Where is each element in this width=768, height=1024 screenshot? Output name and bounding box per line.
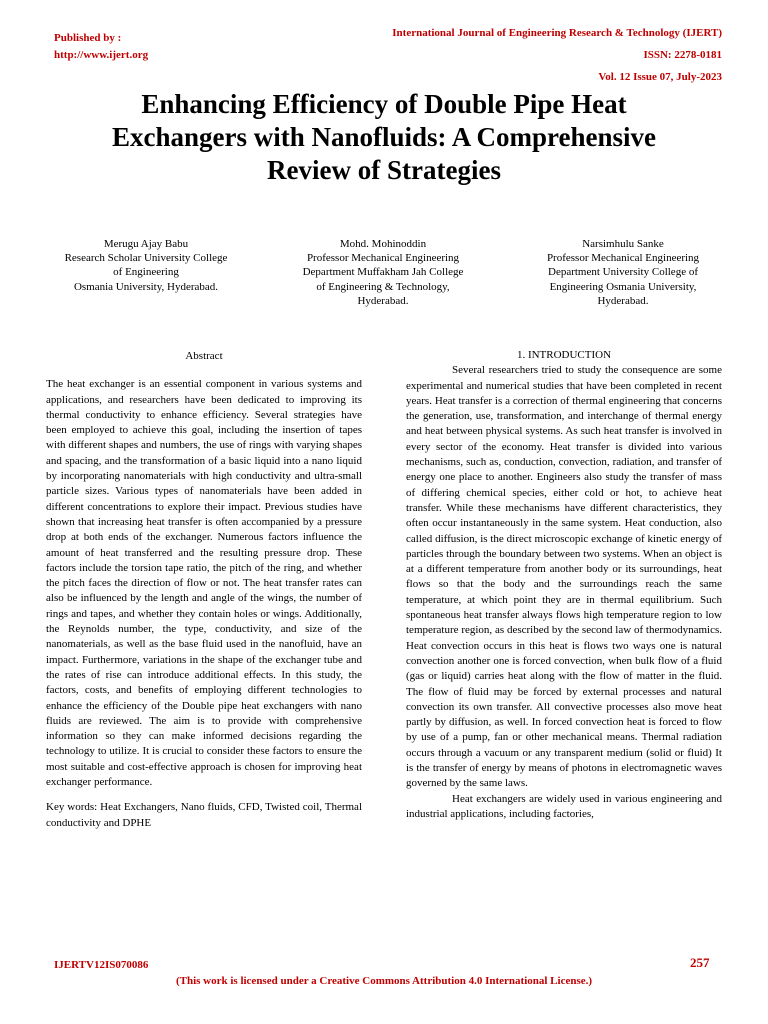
published-by-label: Published by : — [54, 32, 122, 44]
author-3 — [508, 237, 738, 308]
abstract-body: The heat exchanger is an essential component in various systems and applications, and researchers have been dedicated to improving its thermal conductivity to enhance efficiency. Several strategies have been employed to achieve this goal, including the insertion of tapes with different shapes and numbers, the use of rings with varying shapes and spacing, and the transformation of a basic liquid into a nano liquid by incorporating nanomaterials with high conductivity and ultra-small particle sizes. Various types of nanomaterials have been added in different concentrations to explore their impact. Previous studies have shown that increasing heat transfer is often accompanied by a pressure drop at both ends of the exchanger. Numerous factors influence the amount of heat transferred and the resulting pressure drop. These factors include the torsion tape ratio, the pitch of the ring, and whether the pitch faces the direction of flow or not. The heat transfer rates can also be influenced by the length and angle of the wings, the number of rings and tapes, and whether they contain holes or wings. Additionally, the Reynolds number, the type, conductivity, and size of the nanomaterials, as well as the base fluid used in the nanofluid, have an impact. Furthermore, variations in the shape of the exchanger tube and the rates of rise can introduce additional effects. In this study, the factors, costs, and benefits of employing different technologies to enhance the efficiency of the Double pipe heat exchangers with nano fluids are reviewed. The aim is to provide with comprehensive information so they can make informed decisions regarding the technology to utilize. It is crucial to consider these factors to ensure the most suitable and cost-effective approach is chosen for improving heat exchanger performance. — [46, 378, 362, 789]
title-line-3: Review of Strategies — [267, 155, 501, 185]
author-affiliation-line: Research Scholar University College — [64, 252, 228, 265]
author-affiliation-line: Department Muffakham Jah College — [302, 266, 464, 279]
title-line-2: Exchangers with Nanofluids: A Comprehensive — [111, 122, 657, 152]
introduction-paragraph-2: Heat exchangers are widely used in various engineering and industrial applications, including factories, — [406, 792, 722, 820]
keywords: Key words: Heat Exchangers, Nano fluids, CFD, Twisted coil, Thermal conductivity and DPHE — [46, 801, 362, 829]
author-affiliation-line: Professor Mechanical Engineering — [306, 252, 460, 265]
author-affiliation-line: Professor Mechanical Engineering — [546, 252, 700, 265]
author-affiliation-line: Engineering Osmania University, — [549, 280, 697, 293]
journal-info — [300, 22, 722, 88]
journal-name: International Journal of Engineering Research & Technology (IJERT) — [392, 27, 722, 39]
publisher-block — [54, 30, 148, 64]
abstract-heading: Abstract — [185, 350, 223, 362]
author-2 — [268, 237, 498, 308]
introduction-heading: 1. INTRODUCTION — [516, 349, 612, 361]
author-1 — [31, 237, 261, 294]
journal-issn: ISSN: 2278-0181 — [643, 49, 722, 61]
journal-volume: Vol. 12 Issue 07, July-2023 — [598, 71, 722, 83]
paper-title — [40, 88, 728, 187]
author-affiliation-line: Hyderabad. — [597, 294, 649, 307]
page-number: 257 — [690, 955, 710, 970]
author-name: Mohd. Mohinoddin — [339, 238, 427, 250]
author-affiliation-line: Department University College of — [548, 266, 698, 279]
license-notice[interactable]: (This work is licensed under a Creative Commons Attribution 4.0 International License.) — [175, 975, 593, 987]
author-affiliation-line: Hyderabad. — [357, 294, 409, 307]
title-line-1: Enhancing Efficiency of Double Pipe Heat — [141, 89, 627, 119]
author-affiliation-line: Osmania University, Hyderabad. — [73, 280, 219, 293]
abstract-section — [46, 349, 362, 831]
journal-website-link[interactable]: http://www.ijert.org — [54, 49, 149, 61]
introduction-section — [406, 348, 722, 822]
author-name: Merugu Ajay Babu — [103, 238, 189, 250]
author-affiliation-line: of Engineering & Technology, — [316, 280, 450, 293]
author-name: Narsimhulu Sanke — [582, 238, 664, 250]
paper-id: IJERTV12IS070086 — [54, 959, 149, 971]
introduction-paragraph-1: Several researchers tried to study the consequence are some experimental and numerical studies that have been completed in recent years. Heat transfer is a correction of thermal engineering that concerns the generation, use, transformation, and interchange of thermal energy and heat between physical systems. As such heat transfer is involved in every sector of the economy. Heat transfer is divided into various mechanisms, such as, conduction, convection, radiation, and transfer of energy one place to another. Engineers also study the transfer of mass of differing chemical species, either cold or hot, to achieve heat transfer. While these mechanisms have different characteristics, they often occur instantaneously in the same system. Heat conduction, also called diffusion, is the direct microscopic exchange of kinetic energy of particles through the boundary between two systems. When an object is at a different temperature from another body or its surroundings, heat flows so that the body and the surroundings reach the same temperature, at which point they are in thermal equilibrium. Such spontaneous heat transfer always flows high temperature region to low temperature region, as described by the second law of thermodynamics. Heat convection occurs in this heat is flows two ways one is natural convection another one is forced convection, when bulk flow of a fluid (gas or liquid) carries heat along with the flow of matter in the fluid. The flow of fluid may be forced by external processes and natural convection its own transfer. All convective processes also move heat partly by diffusion, as well. In forced convection heat is forced to flow by use of a pump, fan or other mechanical means. Thermal radiation occurs through a vacuum or any transparent medium (solid or fluid) It is the transfer of energy by means of photons in electromagnetic waves governed by the same laws. — [406, 364, 722, 790]
author-affiliation-line: of Engineering — [113, 266, 179, 279]
